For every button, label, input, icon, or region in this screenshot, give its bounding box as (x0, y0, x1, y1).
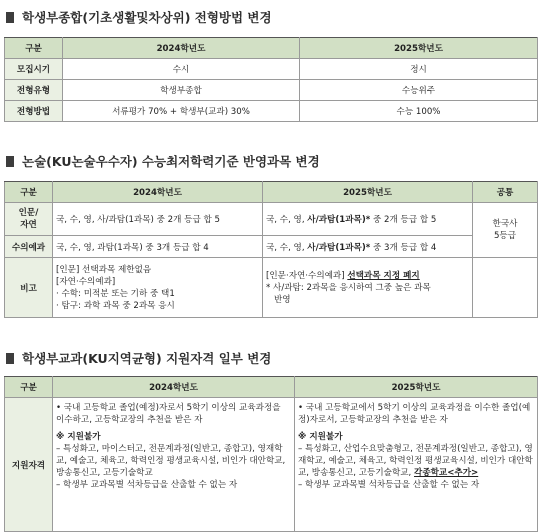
cell-2025 (263, 236, 473, 258)
table-row (5, 101, 538, 122)
item-text: – 특성화고, 산업수요맞춤형고, 전문계과정(일반고, 종합고), 영재학교, 예술고, 체육고, 학력인정 평생교육시설, 비인가 대안학교, 방송통신고, 고등기술학교, (298, 444, 533, 478)
cell-2025 (263, 258, 473, 318)
ineligible-item: – 학생부 교과목별 석차등급을 산출할 수 없는 자 (298, 480, 480, 490)
section3-table (4, 376, 538, 532)
cell-2025: 정시 (300, 59, 538, 80)
section3-title (6, 349, 271, 367)
note-text: [인문·자연·수의예과] (266, 270, 348, 281)
ineligible-heading: ※ 지원불가 (56, 432, 101, 442)
note-emphasis: 선택과목 지정 폐지 (347, 270, 420, 281)
section3-title-text: 학생부교과(KU지역균형) 지원자격 일부 변경 (22, 351, 272, 366)
table-row (5, 236, 538, 258)
header-row (5, 377, 538, 398)
square-bullet-icon (6, 156, 14, 167)
cell-2024: 국, 수, 영, 사/과탐(1과목) 중 2개 등급 합 5 (53, 203, 263, 236)
square-bullet-icon (6, 12, 14, 23)
section1-table (4, 37, 538, 122)
row-label: 전형유형 (5, 80, 63, 101)
ineligible-item (298, 443, 534, 479)
cell-emphasis: 사/과탐(1과목)* (307, 242, 371, 253)
cell-text: 국, 수, 영, (266, 215, 308, 225)
row-label (5, 203, 53, 236)
qualification-text: • 국내 고등학교에서 5학기 이상의 교육과정을 이수한 졸업(예정)자로서, 고등학교장의 추천을 받은 자 (298, 403, 531, 425)
table-row (5, 398, 538, 532)
note-line: * 사/과탐: 2과목을 응시하여 그중 높은 과목 (266, 282, 431, 293)
row-label: 비고 (5, 258, 53, 318)
cell-2024: 서류평가 70% + 학생부(교과) 30% (63, 101, 300, 122)
header-row (5, 182, 538, 203)
header-cell: 2025학년도 (263, 182, 473, 203)
section2-title (6, 152, 320, 170)
row-label: 수의예과 (5, 236, 53, 258)
qualification-text: • 국내 고등학교 졸업(예정)자로서 5학기 이상의 교육과정을 이수하고, 고등학교장의 추천을 받은 자 (56, 403, 281, 425)
empty-cell (473, 258, 538, 318)
note-line (266, 270, 469, 282)
note-line: [인문] 선택과목 제한없음 (56, 264, 152, 275)
row-label: 지원자격 (5, 398, 53, 532)
row-label-line: 자연 (20, 220, 37, 230)
cell-2024: 수시 (63, 59, 300, 80)
cell-2025: 수능 100% (300, 101, 538, 122)
section1-title (6, 8, 272, 26)
header-row (5, 38, 538, 59)
section2-table (4, 181, 538, 318)
row-label: 전형방법 (5, 101, 63, 122)
section1-title-text: 학생부종합(기초생활및차상위) 전형방법 변경 (22, 10, 272, 25)
ineligible-heading: ※ 지원불가 (298, 432, 343, 442)
note-line: 반영 (274, 294, 291, 305)
row-label: 모집시기 (5, 59, 63, 80)
header-cell: 구분 (5, 38, 63, 59)
header-cell: 2024학년도 (53, 182, 263, 203)
header-cell: 2024학년도 (53, 377, 295, 398)
table-row (5, 203, 538, 236)
cell-text: 중 3개 등급 합 4 (370, 242, 437, 253)
cell-text: 중 2개 등급 합 5 (370, 215, 437, 225)
cell-2025 (295, 398, 538, 532)
note-line: · 탐구: 과학 과목 중 2과목 응시 (56, 300, 175, 311)
common-line: 한국사 (492, 219, 518, 229)
header-cell: 구분 (5, 182, 53, 203)
row-label-line: 인문/ (18, 208, 39, 218)
table-row (5, 59, 538, 80)
cell-2024 (53, 258, 263, 318)
header-cell: 2024학년도 (63, 38, 300, 59)
cell-2025 (263, 203, 473, 236)
cell-emphasis: 사/과탐(1과목)* (307, 215, 371, 225)
note-line: [자연·수의예과] (56, 276, 116, 287)
header-cell: 구분 (5, 377, 53, 398)
table-row (5, 258, 538, 318)
common-cell (473, 203, 538, 258)
square-bullet-icon (6, 353, 14, 364)
header-cell: 2025학년도 (300, 38, 538, 59)
cell-2025: 수능위주 (300, 80, 538, 101)
ineligible-item: – 학생부 교과목별 석차등급을 산출할 수 없는 자 (56, 480, 238, 490)
section2-title-text: 논술(KU논술우수자) 수능최저학력기준 반영과목 변경 (22, 154, 320, 169)
table-row (5, 80, 538, 101)
common-line: 5등급 (493, 231, 517, 241)
cell-2024 (53, 398, 295, 532)
note-line: · 수학: 미적분 또는 기하 중 택1 (56, 288, 175, 299)
cell-2024: 학생부종합 (63, 80, 300, 101)
item-emphasis: 각종학교<추가> (414, 468, 479, 478)
cell-text: 국, 수, 영, (266, 242, 308, 253)
ineligible-item: – 특성화고, 마이스터고, 전문계과정(일반고, 종합고), 영재학교, 예술고, 체육고, 학력인정 평생교육시설, 비인가 대안학교, 방송통신고, 고등기술학교 (56, 444, 286, 478)
header-cell: 2025학년도 (295, 377, 538, 398)
header-cell: 공통 (473, 182, 538, 203)
cell-2024: 국, 수, 영, 과탐(1과목) 중 3개 등급 합 4 (53, 236, 263, 258)
